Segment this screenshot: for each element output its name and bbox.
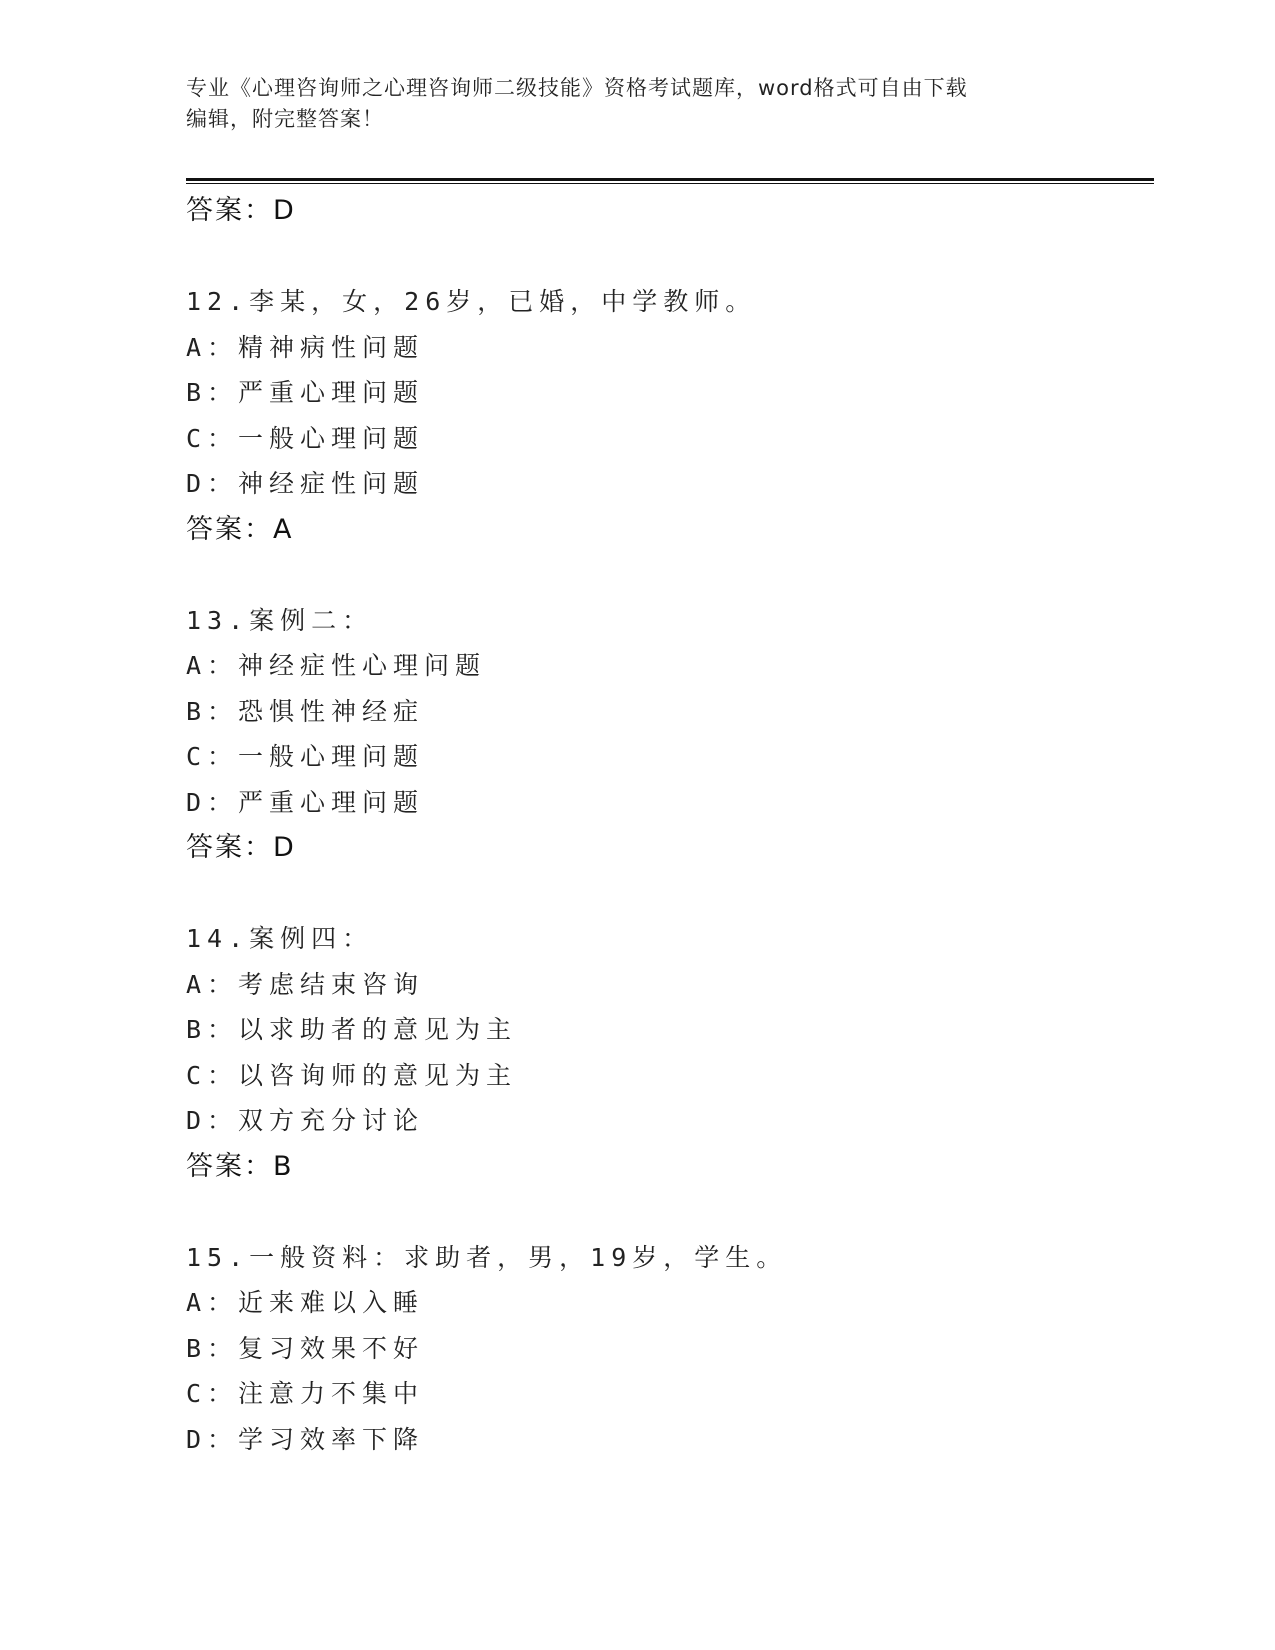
answer: 答案：D — [186, 832, 296, 863]
option-b: B：严重心理问题 — [186, 378, 425, 407]
question-stem: 15.一般资料：求助者，男，19岁，学生。 — [186, 1242, 788, 1272]
question-list — [186, 188, 1154, 1462]
question-13 — [186, 598, 1154, 871]
spacer — [186, 871, 1154, 917]
document-header — [186, 73, 1066, 135]
option-a: A：考虑结束咨询 — [186, 969, 425, 999]
option-b: B：复习效果不好 — [186, 1333, 425, 1363]
option-c: C：一般心理问题 — [186, 423, 425, 453]
header-line-2: 编辑，附完整答案！ — [186, 107, 384, 131]
question-stem: 12.李某，女，26岁，已婚，中学教师。 — [186, 287, 757, 316]
spacer — [186, 552, 1154, 598]
option-a: A：神经症性心理问题 — [186, 651, 487, 680]
answer: 答案：B — [186, 1150, 294, 1182]
question-stem: 13.案例二： — [186, 605, 374, 635]
question-12 — [186, 279, 1154, 552]
header-divider-thin — [186, 183, 1154, 184]
answer: 答案：A — [186, 513, 294, 545]
answer-previous: 答案：D — [186, 195, 296, 226]
header-divider-thick — [186, 178, 1154, 181]
option-b: B：以求助者的意见为主 — [186, 1015, 518, 1044]
option-d: D：学习效率下降 — [186, 1424, 425, 1454]
question-stem: 14.案例四： — [186, 924, 374, 953]
option-d: D：双方充分讨论 — [186, 1106, 425, 1135]
option-a: A：精神病性问题 — [186, 332, 425, 362]
header-line-1: 专业《心理咨询师之心理咨询师二级技能》资格考试题库，word格式可自由下载 — [186, 76, 968, 100]
question-14 — [186, 916, 1154, 1189]
spacer — [186, 1189, 1154, 1235]
option-c: C：以咨询师的意见为主 — [186, 1060, 518, 1090]
option-d: D：严重心理问题 — [186, 787, 425, 817]
question-15 — [186, 1235, 1154, 1463]
option-a: A：近来难以入睡 — [186, 1288, 425, 1317]
spacer — [186, 234, 1154, 280]
option-c: C：一般心理问题 — [186, 742, 425, 771]
option-b: B：恐惧性神经症 — [186, 696, 425, 726]
option-c: C：注意力不集中 — [186, 1379, 425, 1408]
option-d: D：神经症性问题 — [186, 469, 425, 498]
